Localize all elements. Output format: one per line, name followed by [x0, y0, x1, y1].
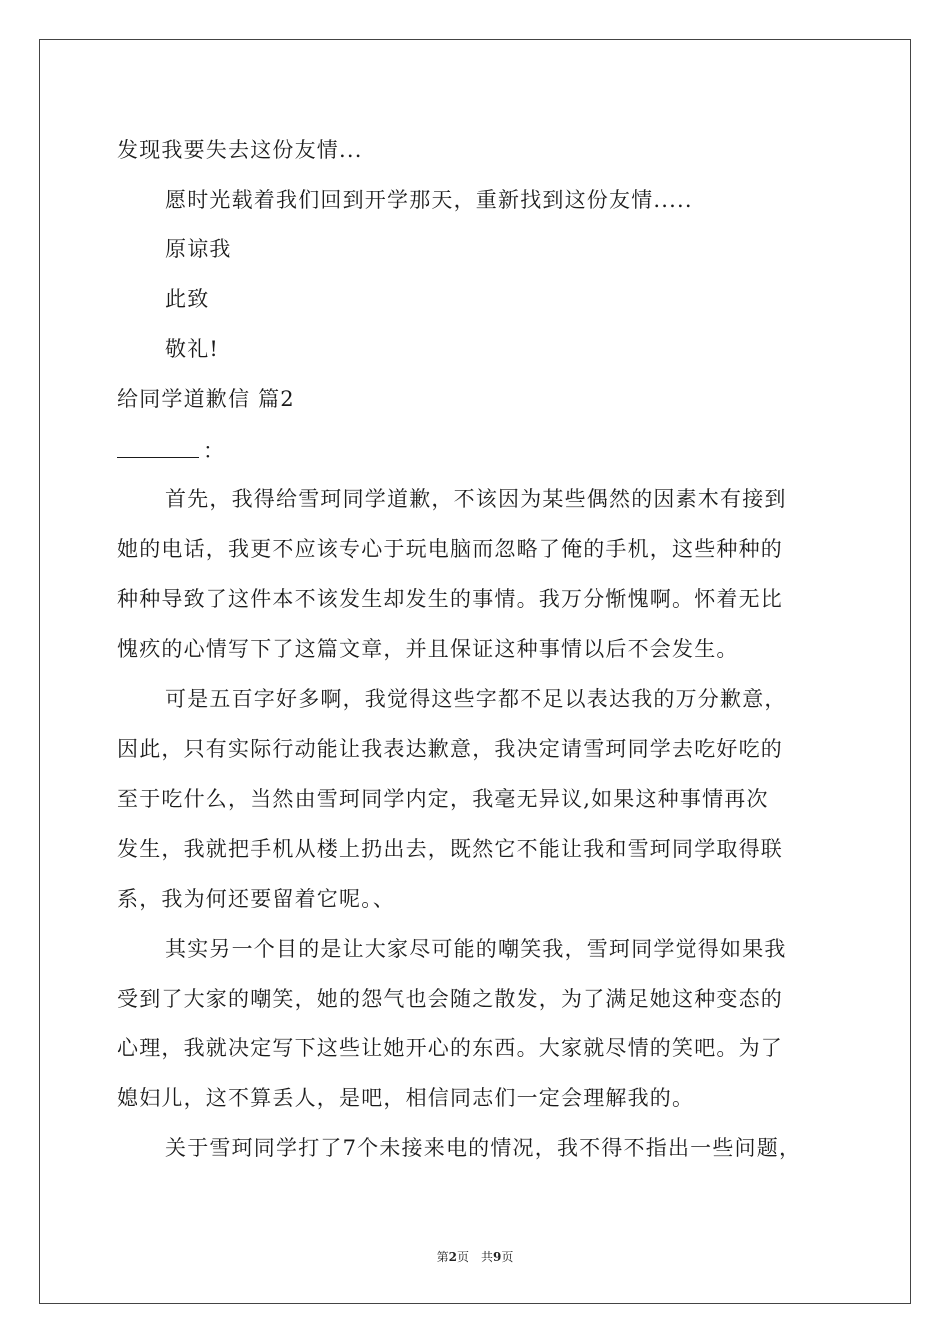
text-line: 愿时光载着我们回到开学那天，重新找到这份友情..... — [165, 188, 693, 212]
current-page-number: 2 — [448, 1250, 457, 1264]
text-line: 首先，我得给雪珂同学道歉，不该因为某些偶然的因素木有接到 — [165, 487, 787, 511]
salutation-colon: ： — [203, 439, 226, 463]
page-footer — [0, 1248, 950, 1265]
text-line: 可是五百字好多啊，我觉得这些字都不足以表达我的万分歉意， — [165, 687, 787, 711]
text-line: 系，我为何还要留着它呢。、 — [117, 887, 396, 911]
text-line: 原谅我 — [165, 237, 232, 261]
text-line: 她的电话，我更不应该专心于玩电脑而忽略了俺的手机，这些种种的 — [117, 537, 783, 561]
text-line: 种种导致了这件本不该发生却发生的事情。我万分惭愧啊。怀着无比 — [117, 587, 783, 611]
text-line: 媳妇儿，这不算丢人，是吧，相信同志们一定会理解我的。 — [117, 1086, 695, 1110]
text-line: 受到了大家的嘲笑，她的怨气也会随之散发，为了满足她这种变态的 — [117, 987, 783, 1011]
text-line: 其实另一个目的是让大家尽可能的嘲笑我，雪珂同学觉得如果我 — [165, 937, 787, 961]
text-line: 心理，我就决定写下这些让她开心的东西。大家就尽情的笑吧。为了 — [117, 1036, 783, 1060]
text-line: 愧疚的心情写下了这篇文章，并且保证这种事情以后不会发生。 — [117, 637, 739, 661]
page-prefix: 第 — [436, 1250, 449, 1264]
page-border — [39, 39, 911, 1304]
section-heading: 给同学道歉信 篇2 — [117, 387, 295, 411]
text-line: 关于雪珂同学打了7个未接来电的情况，我不得不指出一些问题， — [165, 1136, 802, 1160]
blank-underline — [117, 439, 199, 458]
closing-line: 此致 — [165, 287, 210, 311]
salutation-line — [117, 439, 225, 462]
page-suffix: 页 — [501, 1250, 514, 1264]
text-line: 发现我要失去这份友情... — [117, 138, 363, 162]
text-line: 至于吃什么，当然由雪珂同学内定，我毫无异议,如果这种事情再次 — [117, 787, 769, 811]
text-line: 因此，只有实际行动能让我表达歉意，我决定请雪珂同学去吃好吃的 — [117, 737, 783, 761]
page-mid: 页 共 — [456, 1250, 493, 1264]
text-line: 发生，我就把手机从楼上扔出去，既然它不能让我和雪珂同学取得联 — [117, 837, 783, 861]
closing-line: 敬礼! — [165, 337, 220, 361]
total-pages-number: 9 — [493, 1250, 502, 1264]
